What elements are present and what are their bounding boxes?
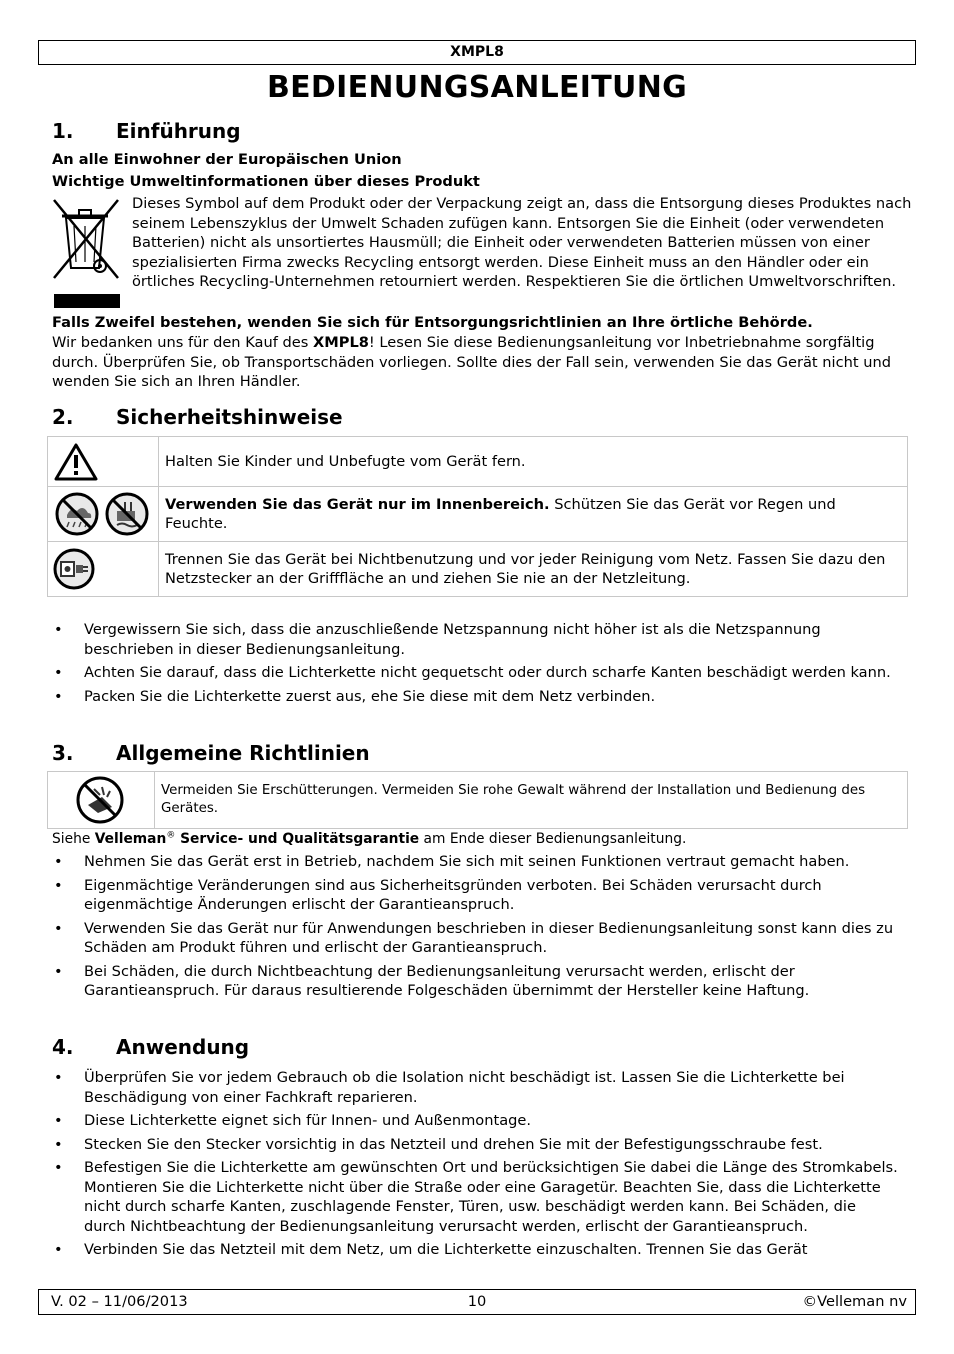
safety-bullet-list — [52, 620, 902, 710]
list-item: • Eigenmächtige Veränderungen sind aus Sicherheitsgründen verboten. Bei Schäden verursacht durch eigenmächtige Änderungen erlischt der Garantieanspruch. — [52, 876, 902, 915]
section-4-heading — [52, 1035, 249, 1059]
list-item: • Nehmen Sie das Gerät erst in Betrieb, nachdem Sie sich mit seinen Funktionen vertraut gemacht haben. — [52, 852, 902, 872]
guidelines-icon-cell — [48, 772, 155, 829]
guidelines-text-cell: Vermeiden Sie Erschütterungen. Vermeiden Sie rohe Gewalt während der Installation und Bedienung des Gerätes. — [155, 772, 908, 829]
doubt-notice: Falls Zweifel bestehen, wenden Sie sich für Entsorgungsrichtlinien an Ihre örtliche Behörde. — [52, 314, 813, 331]
thanks-paragraph — [52, 333, 902, 392]
safety-table — [47, 436, 908, 597]
environment-heading: Wichtige Umweltinformationen über dieses Produkt — [52, 173, 480, 190]
safety-icon-cell — [48, 487, 159, 542]
section-title: Anwendung — [116, 1035, 250, 1059]
thanks-pre: Wir bedanken uns für den Kauf des — [52, 334, 313, 351]
eu-heading: An alle Einwohner der Europäischen Union — [52, 151, 402, 168]
list-item: • Vergewissern Sie sich, dass die anzuschließende Netzspannung nicht höher ist als die Netzspannung beschrieben in dieser Bedienungsanleitung. — [52, 620, 902, 659]
indoor-use-only-icon — [53, 491, 153, 537]
version-date: V. 02 – 11/06/2013 — [51, 1293, 188, 1310]
section-title: Allgemeine Richtlinien — [116, 741, 370, 765]
section-number: 3. — [52, 741, 74, 765]
safety-text-cell — [159, 487, 908, 542]
registered-mark: ® — [166, 830, 176, 841]
no-shock-icon — [74, 775, 126, 825]
list-item: • Bei Schäden, die durch Nichtbeachtung der Bedienungsanleitung verursacht werden, erlischt der Garantieanspruch. Für daraus resultierende Folgeschäden übernimmt der Hersteller keine Haftung. — [52, 962, 902, 1001]
safety-text-cell: Trennen Sie das Gerät bei Nichtbenutzung und vor jeder Reinigung vom Netz. Fassen Sie dazu den Netzstecker an der Grifffläche an und ziehen Sie nie an der Netzleitung. — [159, 542, 908, 597]
section-3-heading — [52, 741, 370, 765]
document-title: BEDIENUNGSANLEITUNG — [266, 70, 688, 105]
safety-row — [48, 487, 908, 542]
list-item: • Stecken Sie den Stecker vorsichtig in das Netzteil und drehen Sie mit der Befestigungsschraube fest. — [52, 1135, 902, 1155]
warranty-reference — [52, 830, 902, 850]
list-item: • Diese Lichterkette eignet sich für Innen- und Außenmontage. — [52, 1111, 902, 1131]
crossed-out-bin-icon — [52, 196, 124, 310]
safety-icon-cell — [48, 542, 159, 597]
unplug-icon — [52, 547, 96, 591]
usage-bullet-list — [52, 1068, 902, 1264]
section-number: 1. — [52, 119, 74, 143]
guidelines-table — [47, 771, 908, 829]
safety-bold-text: Verwenden Sie das Gerät nur im Innenbereich. — [165, 495, 550, 513]
safety-text-cell: Halten Sie Kinder und Unbefugte vom Gerät fern. — [159, 437, 908, 487]
guidelines-bullet-list — [52, 852, 902, 1005]
warning-triangle-icon — [53, 442, 99, 482]
section-2-heading — [52, 405, 343, 429]
page-footer — [38, 1289, 916, 1315]
weee-notice — [52, 194, 912, 310]
section-number: 2. — [52, 405, 74, 429]
safety-row — [48, 542, 908, 597]
section-number: 4. — [52, 1035, 74, 1059]
list-item: • Verbinden Sie das Netzteil mit dem Netz, um die Lichterkette einzuschalten. Trennen Sie das Gerät — [52, 1240, 902, 1260]
thanks-post: ! Lesen Sie diese Bedienungsanleitung vor Inbetriebnahme sorgfältig durch. Überprüfen Sie, ob Transportschäden vorliegen. Sollte dies der Fall sein, verwenden Sie das Gerät nicht und wenden Sie sich an Ihren Händler. — [52, 334, 891, 390]
safety-row — [48, 437, 908, 487]
warranty-post: am Ende dieser Bedienungsanleitung. — [419, 831, 687, 847]
warranty-title: Service- und Qualitätsgarantie — [175, 831, 420, 847]
safety-normal-text: Schützen Sie das Gerät vor Regen und Feuchte. — [165, 495, 836, 532]
copyright: ©Velleman nv — [802, 1293, 907, 1310]
section-title: Sicherheitshinweise — [116, 405, 343, 429]
list-item: • Überprüfen Sie vor jedem Gebrauch ob die Isolation nicht beschädigt ist. Lassen Sie die Lichterkette bei Beschädigung von einer Fachkraft reparieren. — [52, 1068, 902, 1107]
list-item: • Verwenden Sie das Gerät nur für Anwendungen beschrieben in dieser Bedienungsanleitung sonst kann dies zu Schäden am Produkt führen und erlischt der Garantieanspruch. — [52, 919, 902, 958]
brand-name: Velleman — [94, 831, 167, 847]
weee-text: Dieses Symbol auf dem Produkt oder der Verpackung zeigt an, dass die Entsorgung dieses Produktes nach seinem Lebenszyklus der Umwelt Schaden zufügen kann. Entsorgen Sie die Einheit (oder verwendeten Batterien) nicht als unsortiertes Hausmüll; die Einheit oder verwendeten Batterien müssen von einer spezialisierten Firma zwecks Recycling entsorgt werden. Diese Einheit muss an den Händler oder ein örtliches Recycling-Unternehmen retourniert werden. Respektieren Sie die örtlichen Umweltvorschriften. — [132, 195, 912, 290]
warranty-pre: Siehe — [52, 831, 95, 847]
section-1-heading — [52, 119, 241, 143]
guidelines-row — [48, 772, 908, 829]
list-item: • Befestigen Sie die Lichterkette am gewünschten Ort und berücksichtigen Sie dabei die Länge des Stromkabels. Montieren Sie die Lichterkette nicht über die Straße oder eine Garagetür. Beachten Sie, dass die Lichterkette nicht durch scharfe Kanten, zuschlagende Fenster, Türen, usw. beschädigt werden kann. Bei Schäden, die durch Nichtbeachtung der Bedienungsanleitung verursacht werden, erlischt der Garantieanspruch. — [52, 1158, 902, 1236]
safety-icon-cell — [48, 437, 159, 487]
list-item: • Achten Sie darauf, dass die Lichterkette nicht gequetscht oder durch scharfe Kanten beschädigt werden kann. — [52, 663, 902, 683]
model-header: XMPL8 — [38, 40, 916, 65]
section-title: Einführung — [116, 119, 241, 143]
page-number: 10 — [467, 1293, 487, 1310]
thanks-model: XMPL8 — [312, 334, 369, 351]
list-item: • Packen Sie die Lichterkette zuerst aus, ehe Sie diese mit dem Netz verbinden. — [52, 687, 902, 707]
